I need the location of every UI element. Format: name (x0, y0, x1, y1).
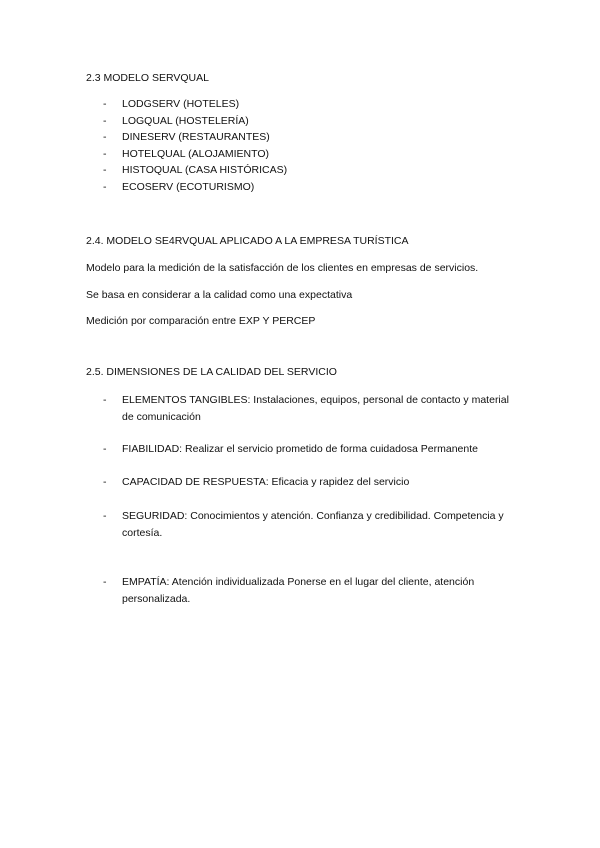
list-item: - FIABILIDAD: Realizar el servicio prometido de forma cuidadosa Permanente (103, 441, 523, 458)
bullet-dash: - (103, 510, 107, 522)
list-item: - HOTELQUAL (ALOJAMIENTO) (103, 146, 287, 163)
list-item: - DINESERV (RESTAURANTES) (103, 129, 287, 146)
servqual-models-list (103, 96, 287, 196)
list-item: - ELEMENTOS TANGIBLES: Instalaciones, equipos, personal de contacto y material de comunicación (103, 394, 509, 423)
paragraph: Medición por comparación entre EXP Y PERCEP (86, 315, 316, 327)
section-heading-2-4: 2.4. MODELO SE4RVQUAL APLICADO A LA EMPRESA TURÍSTICA (86, 235, 409, 247)
bullet-dash: - (103, 443, 107, 455)
list-item: - ECOSERV (ECOTURISMO) (103, 179, 287, 196)
bullet-dash: - (103, 98, 107, 110)
bullet-dash: - (103, 131, 107, 144)
paragraph: Modelo para la medición de la satisfacción de los clientes en empresas de servicios. (86, 262, 479, 274)
list-item: - HISTOQUAL (CASA HISTÓRICAS) (103, 162, 287, 179)
list-item: - SEGURIDAD: Conocimientos y atención. Confianza y credibilidad. Competencia y cortesía. (103, 510, 504, 539)
list-item: - LOGQUAL (HOSTELERÍA) (103, 113, 287, 130)
paragraph: Se basa en considerar a la calidad como una expectativa (86, 289, 353, 301)
bullet-dash: - (103, 180, 107, 193)
section-heading-2-3: 2.3 MODELO SERVQUAL (86, 72, 209, 84)
bullet-dash: - (103, 147, 107, 160)
bullet-dash: - (103, 476, 107, 488)
bullet-dash: - (103, 394, 107, 406)
list-item: - CAPACIDAD DE RESPUESTA: Eficacia y rapidez del servicio (103, 474, 523, 491)
bullet-dash: - (103, 114, 107, 127)
bullet-dash: - (103, 576, 107, 588)
section-heading-2-5: 2.5. DIMENSIONES DE LA CALIDAD DEL SERVICIO (86, 366, 337, 378)
bullet-dash: - (103, 164, 107, 177)
list-item: - LODGSERV (HOTELES) (103, 96, 287, 113)
list-item: - EMPATÍA: Atención individualizada Ponerse en el lugar del cliente, atención personalizada. (103, 576, 475, 605)
